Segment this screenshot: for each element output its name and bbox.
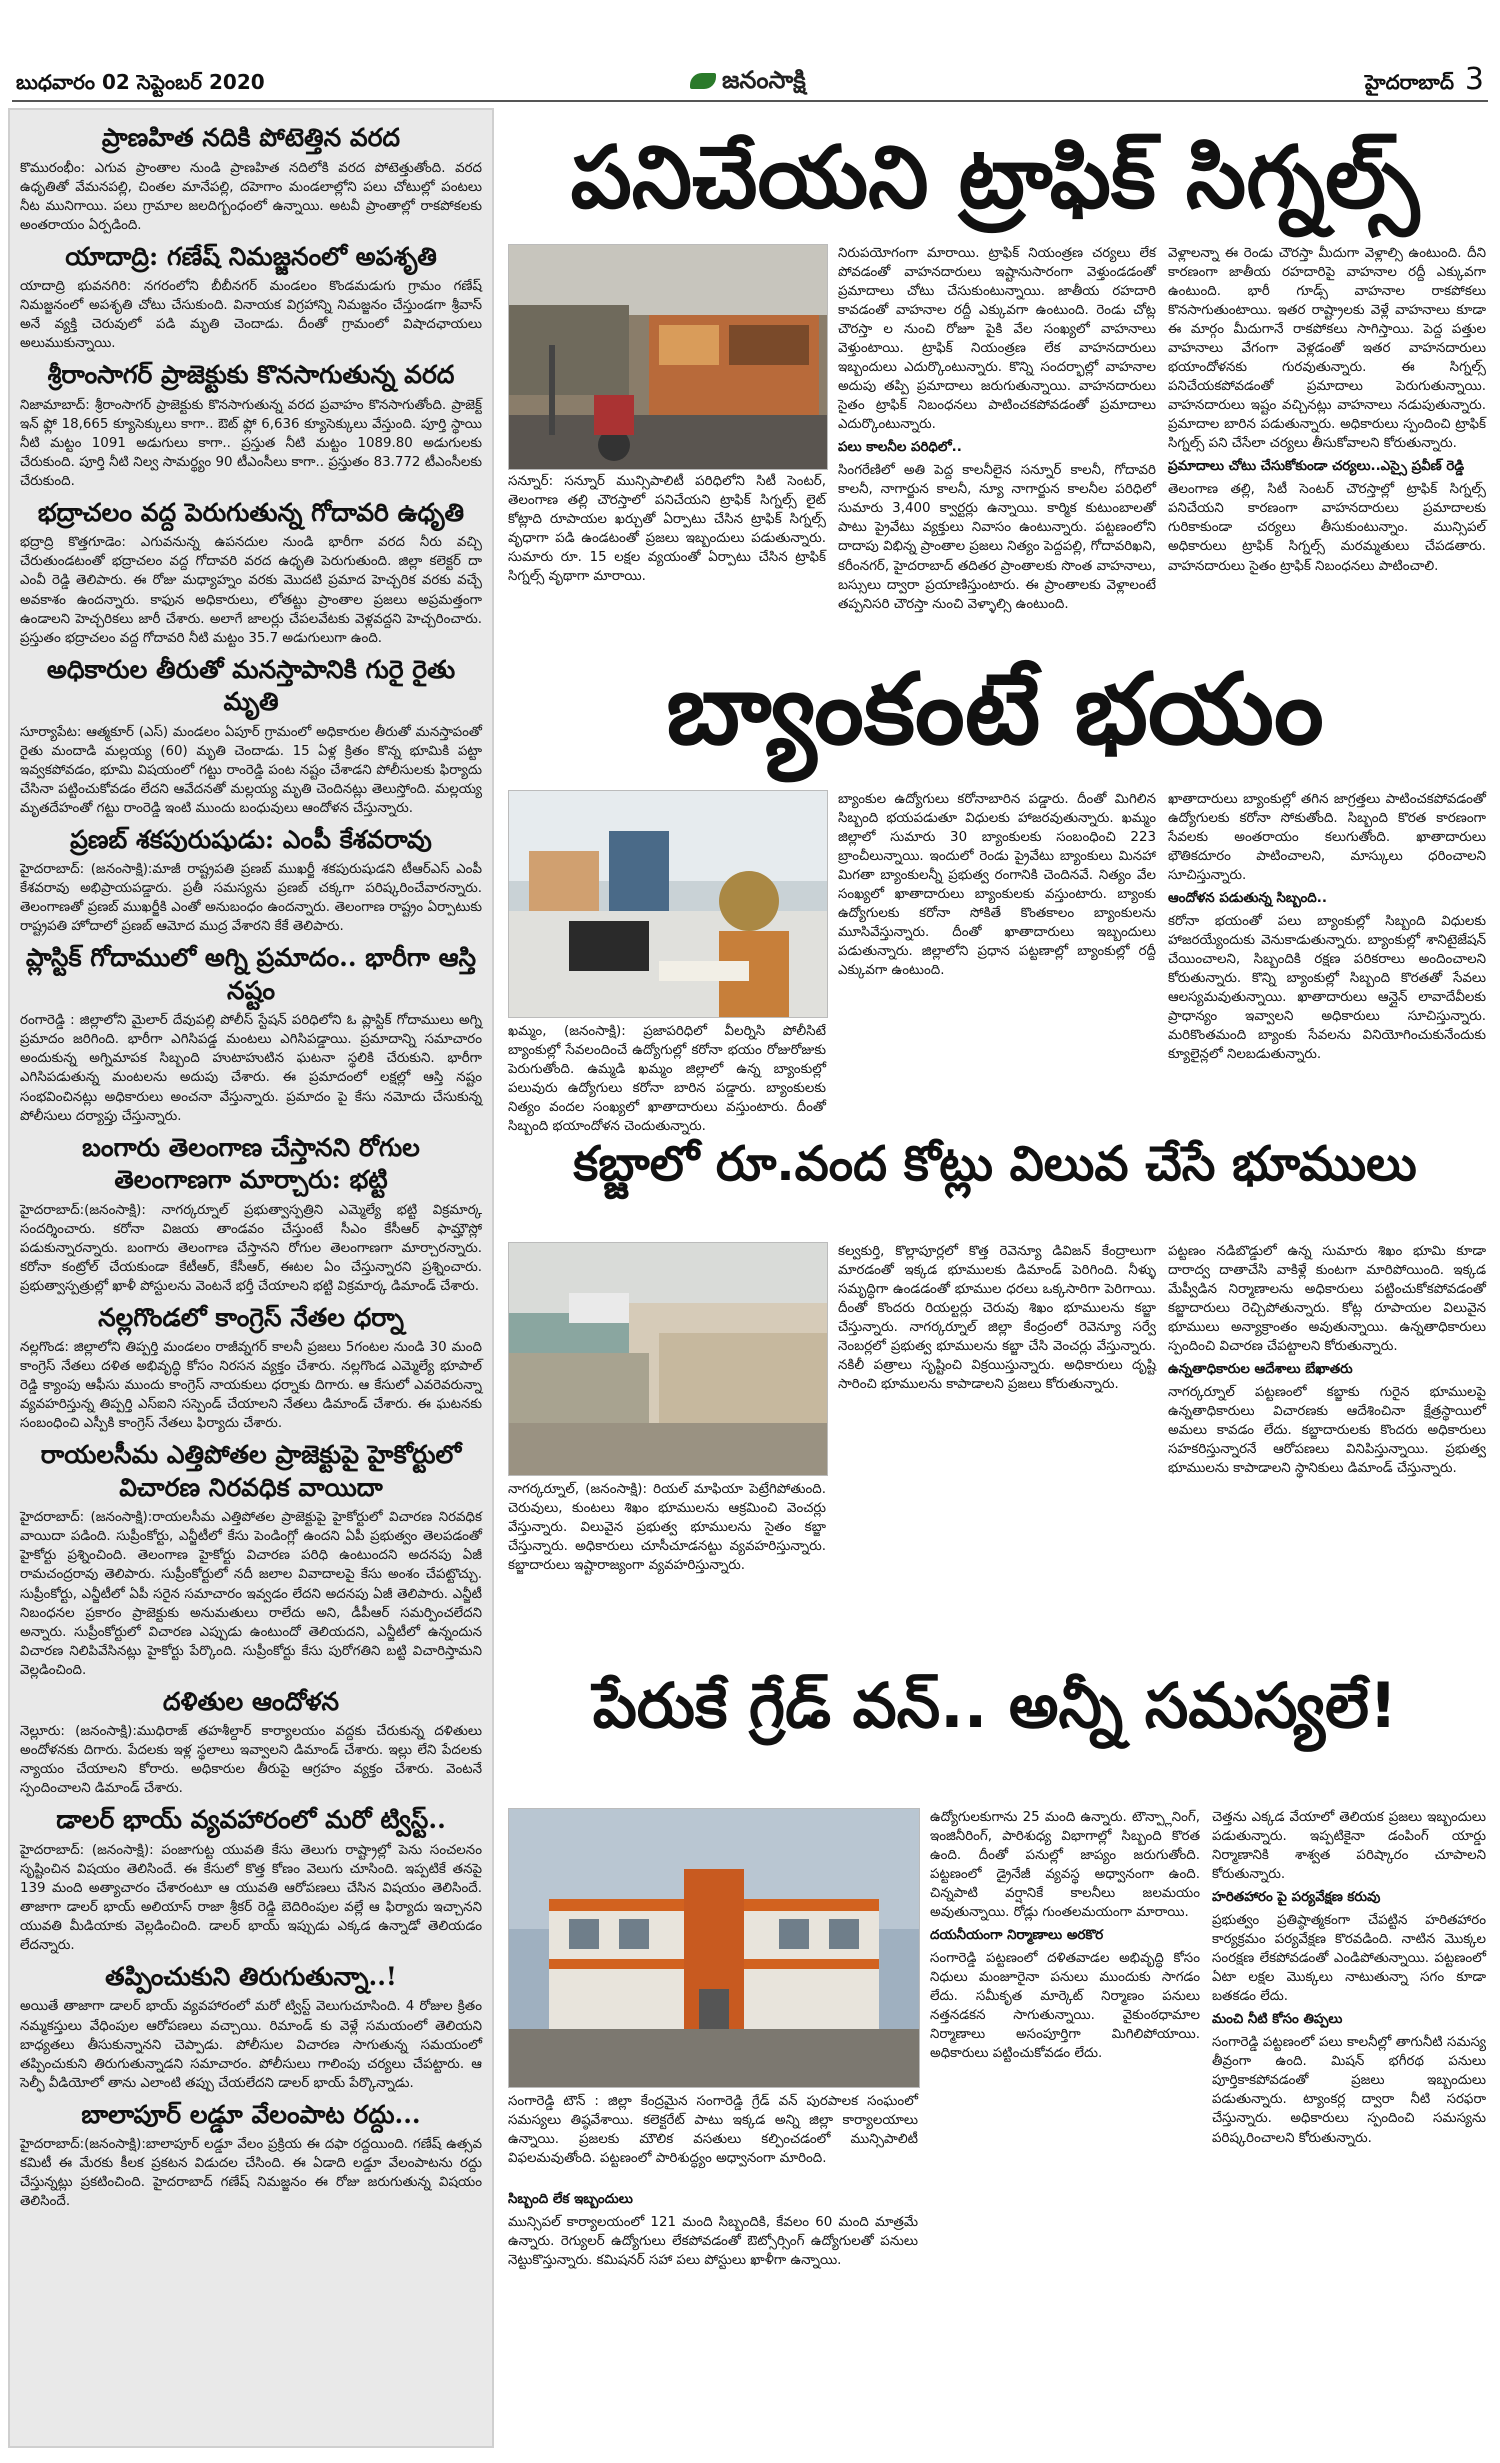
story-subheading: ప్రమాదాలు చోటు చేసుకోకుండా చర్యలు..ఎస్సై ప్రవీణ్ రెడ్డి xyxy=(1168,459,1465,475)
photo-land-encroachment xyxy=(508,1242,828,1476)
brief-item xyxy=(20,359,482,491)
brief-news-column xyxy=(8,108,494,2448)
brief-body: నల్లగొండ: జిల్లాలోని తిప్పర్తి మండలం రాజీవ్నగర్ కాలనీ ప్రజలు 5గంటల నుండి 30 మంది కాంగ్రెస్ నేతలు దళిత అభివృద్ధి కోసం నిరసన వ్యక్తం చేశారు. నల్లగొండ ఎమ్మెల్యే భూపాల్ రెడ్డి క్యాంపు ఆఫీసు ముందు కాంగ్రెస్ నాయకులు ధర్నాకు దిగారు. ఆ కేసులో ఎవరెవరున్నా వ్యవహరిస్తున్న తిప్పర్తి ఎస్ఐని సస్పెండ్ చేయాలని నేతలు డిమాండ్ చేశారు. ఈ ఘటనకు సంబంధించి ఎస్పీకి కాంగ్రెస్ నేతలు ఫిర్యాదు చేశారు. xyxy=(20,1340,482,1432)
brief-body: నిజామాబాద్: శ్రీరాంసాగర్ ప్రాజెక్టుకు కొనసాగుతున్న వరద ప్రవాహం కొనసాగుతోంది. ప్రాజెక్ట్ ఇన్ ఫ్లో 18,665 క్యూసెక్కులు కాగా.. ఔట్ ఫ్లో 6,636 క్యూసెక్కులు వేస్తుంది. పూర్తి స్థాయి నీటి మట్టం 1091 అడుగులు కాగా.. ప్రస్తుత నీటి మట్టం 1089.80 అడుగులకు చేరుకుంది. పూర్తి నీటి నిల్వ సామర్థ్యం 90 టీఎంసీలు కాగా.. ప్రస్తుతం 83.772 టీఎంసీలకు చేరుకుంది. xyxy=(20,397,482,489)
brief-body: హైదరాబాద్: (జనంసాక్షి):మాజీ రాష్ట్రపతి ప్రణబ్ ముఖర్జీ శకపురుషుడని టీఆర్ఎస్ ఎంపీ కేశవరావు అభిప్రాయపడ్డారు. ప్రతీ సమస్యను ప్రణబ్ చక్కగా పరిష్కరించేవారన్నారు. తెలంగాణతో ప్రణబ్ ముఖర్జీకి ఎంతో అనుబంధం ఉందన్నారు. తెలంగాణ రాష్ట్రం ఏర్పాటుకు రాష్ట్రపతి హోదాలో ప్రణబ్ ఆమోద ముద్ర వేశారని కేకే తెలిపారు. xyxy=(20,862,482,935)
story-paragraph: పట్టణం నడిబొడ్డులో ఉన్న సుమారు శిఖం భూమి కూడా దారాద్వ దాతాచేసి వాకిళ్లే కుంటగా మారిపోయింది. ఇక్కడ మేప్వీడిన నిర్మాణాలను అధికారులు పట్టించుకోకపోవడంతో కబ్జాదారులు రెచ్చిపోతున్నారు. కోట్ల రూపాయల విలువైన భూములు అన్యాక్రాంతం అవుతున్నాయి. ఉన్నతాధికారులు స్పందించి విచారణ చేపట్టాలని కోరుతున్నారు. xyxy=(1168,1244,1486,1355)
brief-item xyxy=(20,1686,482,1799)
brief-headline: తప్పించుకుని తిరుగుతున్నా..! xyxy=(105,1961,397,1991)
story-column xyxy=(838,1242,1156,1632)
story-headline-land-grab: కబ్జాలో రూ.వంద కోట్లు విలువ చేసే భూములు xyxy=(573,1136,1417,1192)
brief-headline: ప్రణబ్ శకపురుషుడు: ఎంపీ కేశవరావు xyxy=(70,824,432,854)
photo-caption: నాగర్కర్నూల్, (జనంసాక్షి): రియల్ మాఫియా పెట్రేగిపోతుంది. చెరువులు, కుంటలు శిఖం భూములను ఆక్రమించి వెంచర్లు వేస్తున్నారు. విలువైన ప్రభుత్వ భూములను సైతం కబ్జా చేస్తున్నారు. అధికారులు చూసీచూడనట్టు వ్యవహరిస్తున్నారు. కబ్జాదారులు ఇష్టారాజ్యంగా వ్యవహరిస్తున్నారు. xyxy=(508,1482,826,1574)
story-paragraph: ప్రభుత్వం ప్రతిష్ఠాత్మకంగా చేపట్టిన హరితహారం కార్యక్రమం పర్యవేక్షణ కొరవడింది. నాటిన మొక్కల సంరక్షణ లేకపోవడంతో ఎండిపోతున్నాయి. పట్టణంలో ఏటా లక్షల మొక్కలు నాటుతున్నా సగం కూడా బతకడం లేదు. xyxy=(1212,1913,1486,2005)
page-number: 3 xyxy=(1464,62,1484,97)
land-photo-art xyxy=(509,1243,827,1475)
story-paragraph: సంగారెడ్డి పట్టణంలో పలు కాలనీల్లో తాగునీటి సమస్య తీవ్రంగా ఉంది. మిషన్ భగీరథ పనులు పూర్తికాకపోవడంతో ప్రజలు ఇబ్బందులు పడుతున్నారు. ట్యాంకర్ల ద్వారా నీటి సరఫరా చేస్తున్నారు. అధికారులు స్పందించి సమస్యను పరిష్కరించాలని కోరుతున్నారు. xyxy=(1212,2035,1486,2146)
brief-body: రంగారెడ్డి : జిల్లాలోని మైలార్ దేవుపల్లి పోలీస్ స్టేషన్ పరిధిలోని ఓ ప్లాస్టిక్ గోదాములు అగ్ని ప్రమాదం జరిగింది. భారీగా ఎగిసిపడ్డ మంటలు ఎగిసిపడ్డాయి. ప్రమాదాన్ని సమాచారం అందుకున్న అగ్నిమాపక సిబ్బంది హుటాహుటిన ఘటనా స్థలికి చేరుకుని. భారీగా ఎగిసిపడుతున్న మంటలను అదుపు చేశారు. ఈ ప్రమాదంలో లక్షల్లో ఆస్తి నష్టం సంభవించినట్లు అధికారులు అంచనా వేస్తున్నారు. ప్రమాదం పై కేసు నమోదు చేసుకున్న పోలీసులు దర్యాప్తు చేస్తున్నారు. xyxy=(20,1013,482,1124)
photo-caption: సన్నూర్: సన్నూర్ మున్సిపాలిటీ పరిధిలోని సిటీ సెంటర్, తెలంగాణ తల్లి చౌరస్తాలో పనిచేయని ట్రాఫిక్ సిగ్నల్స్ లైట్ కోట్లాది రూపాయల ఖర్చుతో ఏర్పాటు చేసిన ట్రాఫిక్ సిగ్నల్స్ వృధాగా పడి ఉండటంతో ప్రజలు ఇబ్బందులు పడుతున్నారు. సుమారు రూ. 15 లక్షల వ్యయంతో ఏర్పాటు చేసిన ట్రాఫిక్ సిగ్నల్స్ వృథాగా మారాయి. xyxy=(508,474,826,585)
story-paragraph: సంగారెడ్డి పట్టణంలో దళితవాడల అభివృద్ధి కోసం నిధులు మంజూరైనా పనులు ముందుకు సాగడం లేదు. సమీకృత మార్కెట్ నిర్మాణం పనులు నత్తనడకన సాగుతున్నాయి. వైకుంఠధామాల నిర్మాణాలు అసంపూర్తిగా మిగిలిపోయాయి. అధికారులు పట్టించుకోవడం లేదు. xyxy=(930,1951,1200,2062)
brief-headline: రాయలసీమ ఎత్తిపోతల ప్రాజెక్టుపై హైకోర్టులో విచారణ నిరవధిక వాయిదా xyxy=(40,1440,462,1502)
bank-photo-art xyxy=(509,791,827,1017)
brief-body: సూర్యాపేట: ఆత్మకూర్ (ఎస్) మండలం ఏపూర్ గ్రామంలో అధికారుల తీరుతో మనస్తాపంతో రైతు మందాడి మల్లయ్య (60) మృతి చెందాడు. 15 ఏళ్ల క్రితం కొన్న భూమికి పట్టా ఇవ్వకపోవడం, భూమి విషయంలో గట్టు రాంరెడ్డి పంట నష్టం చేశాడని పోలీసులకు ఫిర్యాదు చేసినా పట్టించుకోవడం లేదని ఆవేదనతో మల్లయ్య మృతి చెందినట్లు తెలుస్తోంది. మల్లయ్య మృతదేహంతో గట్టు రాంరెడ్డి ఇంటి ముందు బంధువులు ఆందోళన చేస్తున్నారు. xyxy=(20,724,482,816)
story-headline-grade-one: పేరుకే గ్రేడ్ వన్.. అన్నీ సమస్యలే! xyxy=(592,1669,1398,1742)
brief-body: అయితే తాజాగా డాలర్ భాయ్ వ్యవహారంలో మరో ట్విస్ట్ వెలుగుచూసింది. 4 రోజుల క్రితం నమ్మకస్తులు వేధింపుల ఆరోపణలు వచ్చాయి. రిమాండ్ కు వెళ్లే సమయంలో తెలియని బాధ్యతలు తీసుకున్నానని చెప్పాడు. పోలీసుల విచారణ సాగుతున్న సమయంలో తప్పించుకుని తిరుగుతున్నాడని సమాచారం. పోలీసులు గాలింపు చర్యలు చేపట్టారు. ఆ సెల్ఫీ వీడియోలో తాను ఎలాంటి తప్పు చేయలేదని డాలర్ భాయ్ పేర్కొన్నాడు. xyxy=(20,1999,483,2091)
traffic-photo-art xyxy=(509,245,827,469)
story-column xyxy=(838,244,1156,636)
newspaper-logo xyxy=(690,66,806,100)
story-column xyxy=(508,2190,918,2440)
story-paragraph: చెత్తను ఎక్కడ వేయాలో తెలియక ప్రజలు ఇబ్బందులు పడుతున్నారు. ఇప్పటికైనా డంపింగ్ యార్డు నిర్మాణానికి శాశ్వత పరిష్కారం చూపాలని కోరుతున్నారు. xyxy=(1212,1810,1486,1883)
story-subheading: మంచి నీటి కోసం తిప్పలు xyxy=(1212,2012,1343,2028)
edition-city: హైదరాబాద్ xyxy=(1364,70,1454,94)
story-paragraph: మున్సిపల్ కార్యాలయంలో 121 మంది సిబ్బందికి, కేవలం 60 మంది మాత్రమే ఉన్నారు. రెగ్యులర్ ఉద్యోగులు లేకపోవడంతో ఔట్సోర్సింగ్ ఉద్యోగులతో పనులు నెట్టుకొస్తున్నారు. కమిషనర్ సహా పలు పోస్టులు ఖాళీగా ఉన్నాయి. xyxy=(508,2215,918,2269)
story-column xyxy=(1168,790,1486,1120)
brief-item xyxy=(20,241,482,354)
story-paragraph: తెలంగాణ తల్లి, సిటీ సెంటర్ చౌరస్తాల్లో ట్రాఫిక్ సిగ్నల్స్ పనిచేయని కారణంగా వాహనదారులు ప్రమాదాలకు గురికాకుండా చర్యలు తీసుకుంటున్నాం. మున్సిపల్ అధికారులు ట్రాఫిక్ సిగ్నల్స్ మరమ్మతులు చేపడతారు. వాహనదారులు సైతం ట్రాఫిక్ నిబంధనలు పాటించాలి. xyxy=(1168,482,1486,574)
brief-item xyxy=(20,942,482,1125)
brief-body: భద్రాద్రి కొత్తగూడెం: ఎగువనున్న ఉపనదుల నుండి భారీగా వరద నీరు వచ్చి చేరుతుండటంతో భద్రాచలం వద్ద గోదావరి వరద ఉధృతి పెరుగుతుంది. జిల్లా కలెక్టర్ దా ఎంవీ రెడ్డి తెలిపారు. ఈ రోజు మధ్యాహ్నం వరకు మొదటి ప్రమాద హెచ్చరిక వరకు వచ్చే అవకాశం ఉందన్నారు. కాఫున అధికారులు, లోతట్టు ప్రాంతాల ప్రజలు అప్రమత్తంగా ఉండాలని హెచ్చరికలు జారీ చేశారు. అలాగే జాలర్లు చేపలవేటకు వెళ్లవద్దని హెచ్చరించారు. ప్రస్తుతం భద్రాచలం వద్ద గోదావరి నీటి మట్టం 35.7 అడుగులుగా ఉంది. xyxy=(20,535,482,646)
brief-headline: డాలర్ భాయ్ వ్యవహారంలో మరో ట్విస్ట్.. xyxy=(56,1805,446,1835)
photo-municipal-office xyxy=(508,1808,920,2088)
story-paragraph: కరోనా భయంతో పలు బ్యాంకుల్లో సిబ్బంది విధులకు హాజరయ్యేందుకు వెనుకాడుతున్నారు. బ్యాంకుల్లో శానిటైజేషన్ చేయించాలని, సిబ్బందికి రక్షణ పరికరాలు అందించాలని కోరుతున్నారు. కొన్ని బ్యాంకుల్లో సిబ్బంది కొరతతో సేవలు ఆలస్యమవుతున్నాయి. ఖాతాదారులు ఆన్లైన్ లావాదేవీలకు ప్రాధాన్యం ఇవ్వాలని అధికారులు సూచిస్తున్నారు. మరికొంతమంది బ్యాంకు సేవలను వినియోగించుకునేందుకు క్యూలైన్లలో నిలబడుతున్నారు. xyxy=(1168,914,1486,1063)
story-paragraph: ఉద్యోగులకుగాను 25 మంది ఉన్నారు. టౌన్ప్లానింగ్, ఇంజినీరింగ్, పారిశుధ్య విభాగాల్లో సిబ్బంది కొరత ఉంది. దీంతో పనుల్లో జాప్యం జరుగుతోంది. పట్టణంలో డ్రైనేజీ వ్యవస్థ అధ్వానంగా ఉంది. చిన్నపాటి వర్షానికే కాలనీలు జలమయం అవుతున్నాయి. రోడ్లు గుంతలమయంగా మారాయి. xyxy=(930,1810,1200,1921)
masthead xyxy=(0,0,1500,97)
story-subheading: సిబ్బంది లేక ఇబ్బందులు xyxy=(508,2192,633,2207)
brief-headline: ప్లాస్టిక్ గోదాములో అగ్ని ప్రమాదం.. భారీగా ఆస్తి నష్టం xyxy=(25,943,477,1005)
brief-headline: బంగారు తెలంగాణ చేస్తానని రోగుల తెలంగాణగా మార్చారు: భట్టి xyxy=(82,1132,420,1195)
brief-headline: ప్రాణహిత నదికి పోటెత్తిన వరద xyxy=(101,123,401,152)
story-column xyxy=(1168,1242,1486,1632)
story-subheading: ఆందోళన పడుతున్న సిబ్బంది.. xyxy=(1168,891,1327,907)
story-column xyxy=(930,1808,1200,2440)
masthead-divider xyxy=(12,100,1488,102)
story-paragraph: సింగరేణిలో అతి పెద్ద కాలనీలైన సన్నూర్ కాలనీ, గోదావరి కాలనీ, నాగార్జున కాలనీ, న్యూ నాగార్జున కాలనీల పరిధిలో సుమారు 3,400 క్వార్టర్లు ఉన్నాయి. కార్మిక కుటుంబాలతో పాటు ప్రైవేటు వ్యక్తులు నివాసం ఉంటున్నారు. పట్టణంలోని దాదాపు విభిన్న ప్రాంతాల ప్రజలు నిత్యం పెద్దపల్లి, గోదావరిఖని, కరీంనగర్, హైదరాబాద్ తదితర ప్రాంతాలకు సొంత వాహనాలు, బస్సులు ద్వారా ప్రయాణిస్తుంటారు. ఈ ప్రాంతాలకు వెళ్లాలంటే తప్పనిసరి చౌరస్తా నుంచి వెళ్ళాల్సి ఉంటుంది. xyxy=(838,463,1156,612)
leaf-icon xyxy=(690,73,716,89)
brief-headline: నల్లగొండలో కాంగ్రెస్ నేతల ధర్నా xyxy=(98,1302,404,1332)
story-paragraph: ఖాతాదారులు బ్యాంకుల్లో తగిన జాగ్రత్తలు పాటించకపోవడంతో ఉద్యోగులకు కరోనా సోకుతోంది. సిబ్బంది కొరత కారణంగా సేవలకు అంతరాయం కలుగుతోంది. ఖాతాదారులు భౌతికదూరం పాటించాలని, మాస్కులు ధరించాలని సూచిస్తున్నారు. xyxy=(1168,792,1486,884)
brief-headline: అధికారుల తీరుతో మనస్తాపానికి గురై రైతు మృతి xyxy=(46,654,456,717)
photo-caption: ఖమ్మం, (జనంసాక్షి): ప్రజాపరిధిలో వీలర్నిసి పోలీసిటే బ్యాంకుల్లో సేవలందించే ఉద్యోగుల్లో కరోనా భయం రోజురోజుకు పెరుగుతోంది. ఉమ్మడి ఖమ్మం జిల్లాలో ఉన్న బ్యాంకుల్లో పలువురు ఉద్యోగులు కరోనా బారిన పడ్డారు. బ్యాంకులకు నిత్యం వందల సంఖ్యలో ఖాతాదారులు వస్తుంటారు. దీంతో సిబ్బంది భయాందోళన చెందుతున్నారు. xyxy=(508,1024,826,1135)
story-column xyxy=(1168,244,1486,636)
logo-text: జనంసాక్షి xyxy=(722,66,806,94)
brief-body: యాదాద్రి భువనగిరి: నగరంలోని బీబీనగర్ మండలం కొండమడుగు గ్రామం గణేష్ నిమజ్జనంలో అపశృతి చోటు చేసుకుంది. వినాయక విగ్రహాన్ని నిమజ్జనం చేస్తుండగా శ్రీవాస్ అనే వ్యక్తి చెరువులో పడి మృతి చెందాడు. దీంతో గ్రామంలో విషాదఛాయలు అలుముకున్నాయి. xyxy=(20,279,482,352)
photo-caption: సంగారెడ్డి టౌన్ : జిల్లా కేంద్రమైన సంగారెడ్డి గ్రేడ్ వన్ పురపాలక సంఘంలో సమస్యలు తిష్ఠవేశాయి. కలెక్టరేట్ పాటు ఇక్కడ అన్ని జిల్లా కార్యాలయాలు ఉన్నాయి. ప్రజలకు మౌలిక వసతులు కల్పించడంలో మున్సిపాలిటీ విఫలమవుతోంది. పట్టణంలో పారిశుద్ధ్యం అధ్వానంగా మారింది. xyxy=(508,2094,918,2167)
brief-item xyxy=(20,1961,482,2093)
brief-item xyxy=(20,1439,482,1679)
brief-body: హైదరాబాద్:(జనంసాక్షి): నాగర్కర్నూల్ ప్రభుత్వాస్పత్రిని ఎమ్మెల్యే భట్టి విక్రమార్క సందర్శించారు. కరోనా విజయ తాండవం చేస్తుంటే సీఎం కేసీఆర్ ఫామ్హౌస్లో పడుకున్నారన్నారు. బంగారు తెలంగాణ చేస్తానని రోగుల తెలంగాణగా మార్చారన్నారు. కరోనా కంట్రోల్ చేయకుండా కేటీఆర్, కేసీఆర్, ఈటల ఏం చేస్తున్నారని ప్రశ్నించారు. ప్రభుత్వాస్పత్రుల్లో ఖాళీ పోస్టులను వెంటనే భర్తీ చేయాలని భట్టి విక్రమార్క డిమాండ్ చేశారు. xyxy=(20,1202,482,1294)
story-subheading: ఉన్నతాధికారుల ఆదేశాలు బేఖాతరు xyxy=(1168,1362,1353,1378)
story-paragraph: కల్వకుర్తి, కొల్లాపూర్లలో కొత్త రెవెన్యూ డివిజన్ కేంద్రాలుగా మారడంతో ఇక్కడ భూములకు డిమాండ్ పెరిగింది. నీళ్ళు సమృద్ధిగా ఉండడంతో భూముల ధరలు ఒక్కసారిగా పెరిగాయి. దీంతో కొందరు రియల్టర్లు చెరువు శిఖం భూములను కబ్జా చేస్తున్నారు. నాగర్కర్నూల్ జిల్లా కేంద్రంలో రెవెన్యూ సర్వే నెంబర్లలో ప్రభుత్వ భూములను కబ్జా చేసి వెంచర్లు వేస్తున్నారు. నకిలీ పత్రాలు సృష్టించి విక్రయిస్తున్నారు. అధికారులు దృష్టి సారించి భూములను కాపాడాలని ప్రజలు కోరుతున్నారు. xyxy=(838,1244,1156,1393)
brief-item xyxy=(20,1804,482,1955)
brief-body: కొమురంభీం: ఎగువ ప్రాంతాల నుండి ప్రాణహిత నదిలోకి వరద పోటెత్తుతోంది. వరద ఉధృతితో వేమనపల్లి, చింతల మానేపల్లి, దహెగాం మండలాల్లోని పలు చోటుల్లో పంటలు నీట మునిగాయి. పలు గ్రామాల జలదిగ్బంధంలో ఉన్నాయి. అటవీ ప్రాంతాల్లో రాకపోకలకు అంతరాయం ఏర్పడింది. xyxy=(20,160,482,233)
brief-item xyxy=(20,1132,482,1296)
brief-item xyxy=(20,654,482,818)
story-headline-bank: బ్యాంకంటే భయం xyxy=(666,653,1324,767)
brief-body: హైదరాబాద్: (జనంసాక్షి): పంజాగుట్ట యువతి కేసు తెలుగు రాష్ట్రాల్లో పెను సంచలనం సృష్టించిన విషయం తెలిసిందే. ఈ కేసులో కొత్త కోణం వెలుగు చూసింది. ఇప్పటికే తనపై 139 మంది అత్యాచారం చేశారంటూ ఆ యువతి ఆరోపణలు చేసిన విషయం తెలిసిందే. తాజాగా డాలర్ భాయ్ అలియాస్ రాజా శ్రీకర్ రెడ్డి బెదిరింపుల వల్లే ఆ ఫిర్యాదు ఇచ్చానని యువతి మీడియాకు వెల్లడించింది. డాలర్ భాయ్ ఇప్పుడు ఎక్కడ ఉన్నాడో తెలియడం లేదన్నారు. xyxy=(20,1842,482,1953)
brief-item xyxy=(20,824,482,937)
brief-item xyxy=(20,1302,482,1434)
story-paragraph: బ్యాంకుల ఉద్యోగులు కరోనాబారిన పడ్డారు. దీంతో మిగిలిన సిబ్బంది భయపడుతూ విధులకు హాజరవుతున్నారు. ఖమ్మం జిల్లాలో సుమారు 30 బ్యాంకులకు సంబంధించి 223 బ్రాంచీలున్నాయి. ఇందులో రెండు ప్రైవేటు బ్యాంకులు మినహా మిగతా బ్యాంకులన్నీ ప్రభుత్వ రంగానికి చెందినవే. నిత్యం వేల సంఖ్యలో ఖాతాదారులు బ్యాంకులకు వస్తుంటారు. బ్యాంకు ఉద్యోగులకు కరోనా సోకితే కొంతకాలం బ్యాంకులను మూసివేస్తున్నారు. దీంతో ఖాతాదారులు ఇబ్బందులు పడుతున్నారు. జిల్లాలోని ప్రధాన పట్టణాల్లో బ్యాంకుల్లో రద్దీ ఎక్కువగా ఉంటుంది. xyxy=(838,792,1156,979)
story-headline-traffic-signals: పనిచేయని ట్రాఫిక్ సిగ్నల్స్ xyxy=(570,128,1420,228)
story-column xyxy=(838,790,1156,1120)
brief-item xyxy=(20,2099,482,2212)
photo-bank-counter xyxy=(508,790,828,1018)
brief-body: హైదరాబాద్:(జనంసాక్షి):బాలాపూర్ లడ్డూ వేలం ప్రక్రియ ఈ దఫా రద్దయింది. గణేష్ ఉత్సవ కమిటీ ఈ మేరకు కీలక ప్రకటన విడుదల చేసింది. ఈ ఏడాది లడ్డూ వేలంపాటను రద్దు చేస్తున్నట్లు ప్రకటించింది. హైదరాబాద్ గణేష్ నిమజ్జనం ఈ రోజు జరుగుతున్న విషయం తెలిసిందే. xyxy=(20,2137,482,2210)
story-subheading: దయనీయంగా నిర్మాణాలు అరకొర xyxy=(930,1928,1104,1944)
brief-item xyxy=(20,497,482,648)
story-paragraph: నిరుపయోగంగా మారాయి. ట్రాఫిక్ నియంత్రణ చర్యలు లేక పోవడంతో వాహనదారులు ఇష్టానుసారంగా వెళ్తుండడంతో ప్రమాదాలు చోటు చేసుకుంటున్నాయి. జాతీయ రహదారి కావడంతో వాహనాల రద్దీ ఎక్కువగా ఉంటుంది. రెండు చోట్ల చౌరస్తా ల నుంచి రోజూ పైకి వేల సంఖ్యలో వాహనాలు వెళ్తుంటాయి. ట్రాఫిక్ నియంత్రణ లేక వాహనదారులు ఇబ్బందులు ఎదుర్కొంటున్నారు. కొన్ని సందర్భాల్లో వాహనాల అదుపు తప్పి ప్రమాదాలు జరుగుతున్నాయి. వాహనదారులు సైతం ట్రాఫిక్ నిబంధనలు పాటించకపోవడంతో ప్రమాదాలు ఎదుర్కొంటున్నారు. xyxy=(838,246,1156,433)
brief-headline: భద్రాచలం వద్ద పెరుగుతున్న గోదావరి ఉధృతి xyxy=(37,497,465,527)
story-subheading: హరితహారం పై పర్యవేక్షణ కరువు xyxy=(1212,1890,1381,1906)
brief-headline: శ్రీరాంసాగర్ ప్రాజెక్టుకు కొనసాగుతున్న వరద xyxy=(47,360,455,390)
photo-traffic-junction xyxy=(508,244,828,470)
brief-item xyxy=(20,122,482,235)
brief-headline: బాలాపూర్ లడ్డూ వేలంపాట రద్దు... xyxy=(81,2099,421,2129)
municipal-photo-art xyxy=(509,1809,919,2087)
brief-headline: యాదాద్రి: గణేష్ నిమజ్జనంలో అపశృతి xyxy=(65,241,437,271)
story-paragraph: వెళ్లాలన్నా ఈ రెండు చౌరస్తా మీదుగా వెళ్లాల్సి ఉంటుంది. దీని కారణంగా జాతీయ రహదారిపై వాహనాల రద్దీ ఎక్కువగా ఉంటుంది. భారీ గూడ్స్ వాహనాల రాకపోకలు కొనసాగుతుంటాయి. ఇతర రాష్ట్రాలకు వెళ్లే వాహనాలు కూడా ఈ మార్గం మీదుగానే రాకపోకలు సాగిస్తాయి. పెద్ద పత్తుల వాహనాలు వేగంగా వెళ్లడంతో ఇతర వాహనదారులు భయాందోళనకు గురవుతున్నారు. ఈ సిగ్నల్స్ పనిచేయకపోవడంతో ప్రమాదాలు పెరుగుతున్నాయి. వాహనదారులు ఇష్టం వచ్చినట్లు వాహనాలు నడుపుతున్నారు. ప్రమాదాల బారిన పడుతున్నారు. అధికారులు స్పందించి ట్రాఫిక్ సిగ్నల్స్ పని చేసేలా చర్యలు తీసుకోవాలని కోరుతున్నారు. xyxy=(1168,246,1486,452)
brief-body: హైదరాబాద్: (జనంసాక్షి):రాయలసీమ ఎత్తిపోతల ప్రాజెక్టుపై హైకోర్టులో విచారణ నిరవధిక వాయిదా పడింది. సుప్రీంకోర్టు, ఎన్జీటీలో కేసు పెండింగ్లో ఉందని ఏపీ ప్రభుత్వం తెలపడంతో హైకోర్టు ప్రశ్నించింది. తెలంగాణ హైకోర్టు విచారణ పరిధి ఉంటుందని అదనపు ఏజీ రామచంద్రరావు తెలిపారు. సుప్రీంకోర్టులో నదీ జలాల వివాదాలపై కేసు అంశం చేపట్టొచ్చు. సుప్రీంకోర్టు, ఎన్జీటీలో ఏపీ సరైన సమాచారం ఇవ్వడం లేదని అదనపు ఏజీ తెలిపారు. ఎన్జీటీ నిబంధనల ప్రకారం ప్రాజెక్టుకు అనుమతులు రాలేదు అని, డీపీఆర్ సమర్పించలేదని అన్నారు. సుప్రీంకోర్టులో విచారణ ఎప్పుడు ఉంటుందో తెలియదని, ఎన్జీటీలో ఉన్నందున విచారణ నిలిపివేసినట్లు హైకోర్టు పేర్కొంది. సుప్రీంకోర్టు కేసు పురోగతిని బట్టి విచారిస్తామని వెల్లడించింది. xyxy=(20,1510,482,1678)
story-subheading: పలు కాలనీల పరిధిలో.. xyxy=(838,440,962,456)
brief-headline: దళితుల ఆందోళన xyxy=(162,1686,340,1716)
story-paragraph: నాగర్కర్నూల్ పట్టణంలో కబ్జాకు గురైన భూములపై ఉన్నతాధికారులు విచారణకు ఆదేశించినా క్షేత్రస్థాయిలో అమలు కావడం లేదు. కబ్జాదారులకు కొందరు అధికారులు సహకరిస్తున్నారనే ఆరోపణలు వినిపిస్తున్నాయి. ప్రభుత్వ భూములను కాపాడాలని స్థానికులు డిమాండ్ చేస్తున్నారు. xyxy=(1168,1385,1486,1477)
story-column xyxy=(1212,1808,1486,2440)
brief-body: నెల్లూరు: (జనంసాక్షి):ముధిరాజ్ తహశీల్దార్ కార్యాలయం వద్దకు చేరుకున్న దళితులు అందోళనకు దిగారు. పేదలకు ఇళ్ల స్థలాలు ఇవ్వాలని డిమాండ్ చేశారు. ఇల్లు లేని పేదలకు న్యాయం చేయాలని కోరారు. అధికారుల తీరుపై ఆగ్రహం వ్యక్తం చేశారు. వెంటనే స్పందించాలని డిమాండ్ చేశారు. xyxy=(20,1724,482,1797)
issue-date: బుధవారం 02 సెప్టెంబర్ 2020 xyxy=(16,70,265,94)
